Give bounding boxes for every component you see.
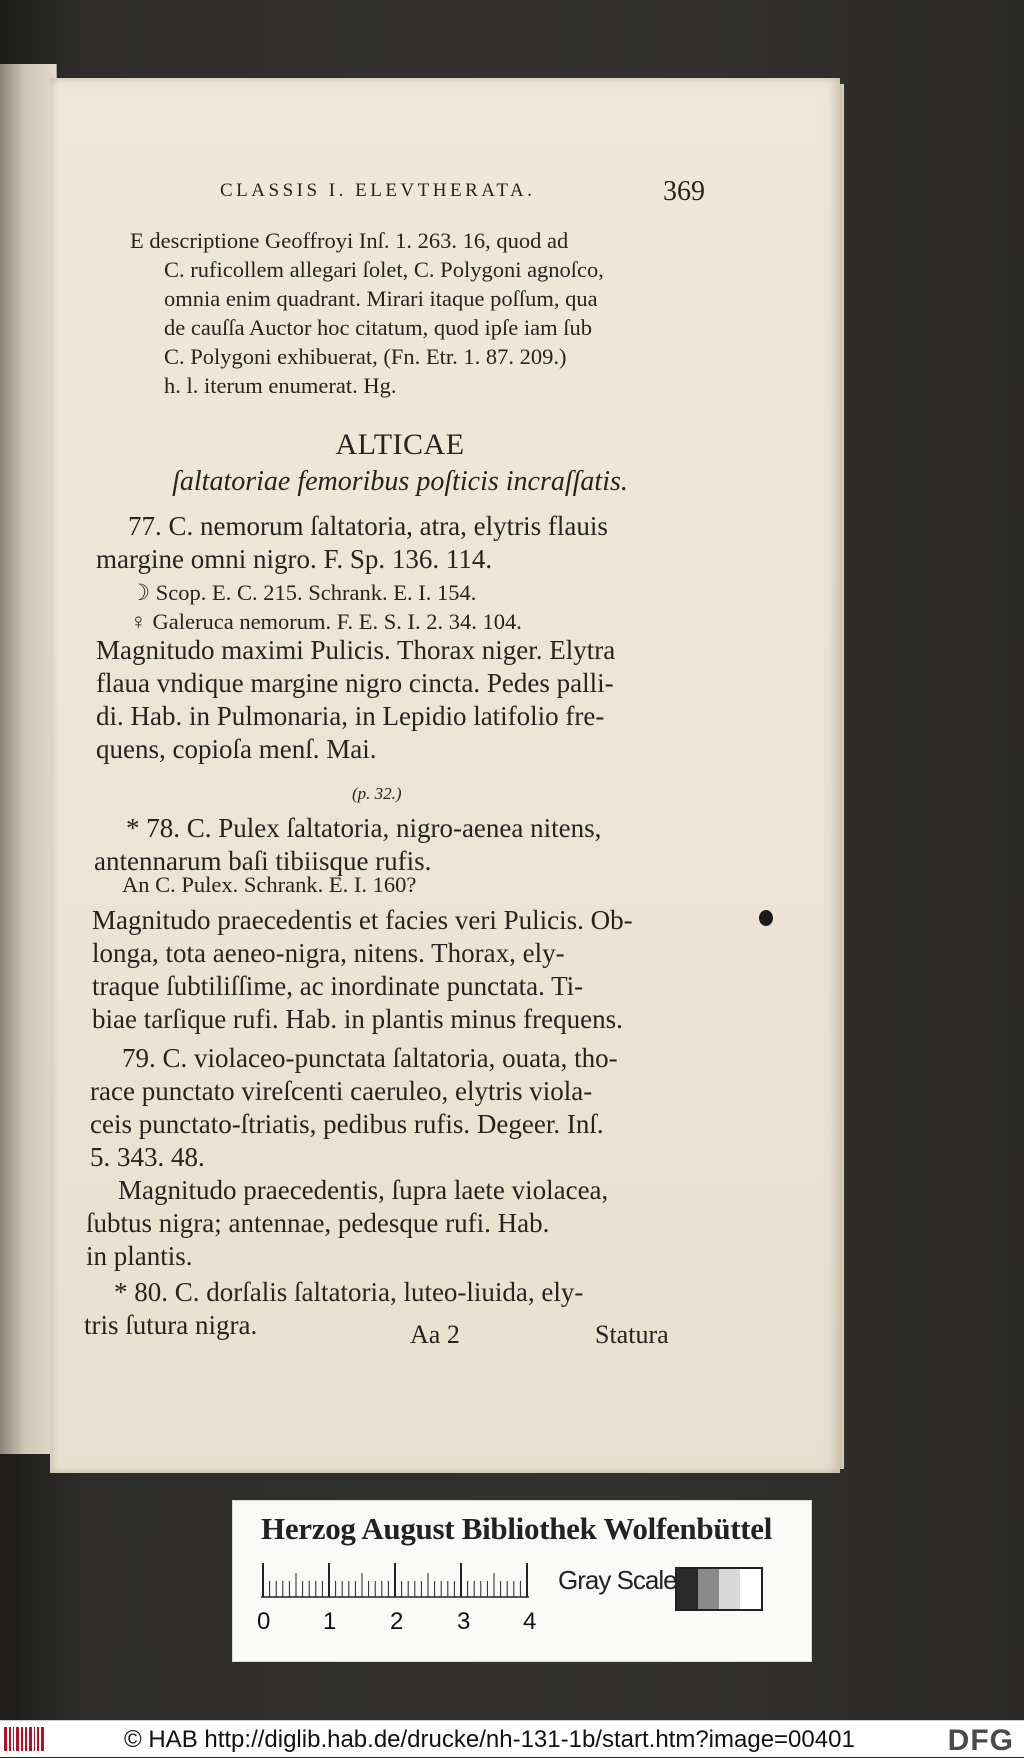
text-line: h. l. iterum enumerat. Hg.: [164, 373, 397, 398]
reference-line: ♀ Galeruca nemorum. F. E. S. I. 2. 34. 104.: [130, 609, 522, 634]
ruler-number: 3: [457, 1608, 471, 1635]
ruler-number: 2: [390, 1608, 404, 1635]
entry-80: [84, 1276, 583, 1342]
entry-line: 79. C. violaceo-punctata ſaltatoria, ouata, tho-: [122, 1043, 618, 1073]
section-heading: ALTICAE: [335, 428, 465, 461]
grayscale-label: Gray Scale: [558, 1565, 677, 1595]
reference-line: An C. Pulex. Schrank. E. I. 160?: [122, 872, 417, 897]
page-mark: (p. 32.): [352, 784, 402, 803]
text-line: C. Polygoni exhibuerat, (Fn. Etr. 1. 87. 209.): [164, 344, 567, 369]
grayscale-swatch: [675, 1567, 763, 1611]
text-line: C. ruficollem allegari ſolet, C. Polygoni agnoſco,: [164, 257, 604, 282]
signature-mark: Aa 2: [410, 1320, 460, 1349]
entry-77: [96, 510, 608, 576]
barcode-stripe: [13, 1727, 15, 1751]
gray-swatch-cell: [677, 1569, 698, 1609]
text-line: Magnitudo praecedentis et facies veri Pulicis. Ob-: [92, 905, 633, 935]
text-line: traque ſubtiliſſime, ac inordinate punctata. Ti-: [92, 971, 584, 1001]
ruler-number: 4: [523, 1608, 537, 1635]
entry-line: margine omni nigro. F. Sp. 136. 114.: [96, 544, 493, 574]
text-line: quens, copioſa menſ. Mai.: [96, 734, 377, 764]
barcode-stripe: [16, 1727, 19, 1751]
entry-78-reference: [122, 870, 416, 899]
page-number: 369: [663, 176, 705, 207]
dark-margin: [0, 1454, 18, 1720]
text-line: Magnitudo maximi Pulicis. Thorax niger. Elytra: [96, 635, 616, 665]
text-line: omnia enim quadrant. Mirari itaque poſſum, qua: [164, 286, 598, 311]
page-header: [220, 176, 705, 210]
footer-url[interactable]: © HAB http://diglib.hab.de/drucke/nh-131-1b/start.htm?image=00401: [124, 1726, 855, 1753]
ruler-number: 0: [257, 1608, 271, 1635]
text-line: in plantis.: [86, 1241, 193, 1271]
entry-line: ceis punctato-ſtriatis, pedibus rufis. Degeer. Inſ.: [90, 1109, 604, 1139]
section-subheading: ſaltatoriae femoribus poſticis incraſſatis.: [172, 466, 628, 497]
text-line: flaua vndique margine nigro cincta. Pedes palli-: [96, 668, 614, 698]
barcode-stripe: [37, 1727, 39, 1751]
text-line: biae tarſique rufi. Hab. in plantis minus frequens.: [92, 1004, 623, 1034]
footer-bar: [0, 1720, 1024, 1757]
scale-card: [232, 1500, 812, 1662]
entry-79-description: [86, 1174, 608, 1273]
catchword: Statura: [595, 1320, 669, 1349]
text-line: de cauſſa Auctor hoc citatum, quod ipſe iam ſub: [164, 315, 593, 340]
barcode-stripe: [4, 1727, 7, 1751]
barcode-icon: [4, 1727, 44, 1751]
entry-77-description: [96, 634, 615, 766]
entry-line: 5. 343. 48.: [90, 1142, 205, 1172]
entry-78: [94, 812, 601, 878]
entry-77-references: [128, 578, 522, 636]
entry-line: tris ſutura nigra.: [84, 1310, 258, 1340]
barcode-stripe: [34, 1727, 36, 1751]
library-name: Herzog August Bibliothek Wolfenbüttel: [261, 1511, 773, 1546]
text-line: E descriptione Geoffroyi Inſ. 1. 263. 16, quod ad: [130, 228, 569, 253]
intro-paragraph: [128, 226, 604, 400]
previous-page-edge: [0, 64, 57, 1454]
barcode-stripe: [21, 1727, 23, 1751]
entry-line: antennarum baſi tibiisque rufis.: [94, 846, 432, 876]
entry-line: * 78. C. Pulex ſaltatoria, nigro-aenea nitens,: [126, 813, 602, 843]
barcode-stripe: [25, 1727, 27, 1751]
ruler-numbers: [257, 1608, 557, 1636]
text-line: longa, tota aeneo-nigra, nitens. Thorax, ely-: [92, 938, 565, 968]
entry-line: 77. C. nemorum ſaltatoria, atra, elytris flauis: [128, 511, 608, 541]
ruler-ticks-icon: [261, 1561, 529, 1601]
ruler-number: 1: [323, 1608, 337, 1635]
dfg-logo: DFG: [947, 1724, 1014, 1757]
ink-spot: [759, 910, 773, 926]
gray-swatch-cell: [719, 1569, 740, 1609]
barcode-stripe: [29, 1727, 32, 1751]
gray-swatch-cell: [698, 1569, 719, 1609]
gray-swatch-cell: [740, 1569, 761, 1609]
text-line: ſubtus nigra; antennae, pedesque rufi. Hab.: [86, 1208, 550, 1238]
reference-line: ☽ Scop. E. C. 215. Schrank. E. I. 154.: [130, 580, 477, 605]
entry-line: race punctato vireſcenti caeruleo, elytris viola-: [90, 1076, 593, 1106]
barcode-stripe: [41, 1727, 44, 1751]
entry-78-description: [92, 904, 633, 1036]
entry-line: * 80. C. dorſalis ſaltatoria, luteo-liuida, ely-: [114, 1277, 584, 1307]
running-head: CLASSIS I. ELEVTHERATA.: [220, 180, 536, 201]
text-line: di. Hab. in Pulmonaria, in Lepidio latifolio fre-: [96, 701, 605, 731]
text-line: Magnitudo praecedentis, ſupra laete violacea,: [118, 1175, 609, 1205]
barcode-stripe: [9, 1727, 11, 1751]
entry-79: [90, 1042, 618, 1174]
